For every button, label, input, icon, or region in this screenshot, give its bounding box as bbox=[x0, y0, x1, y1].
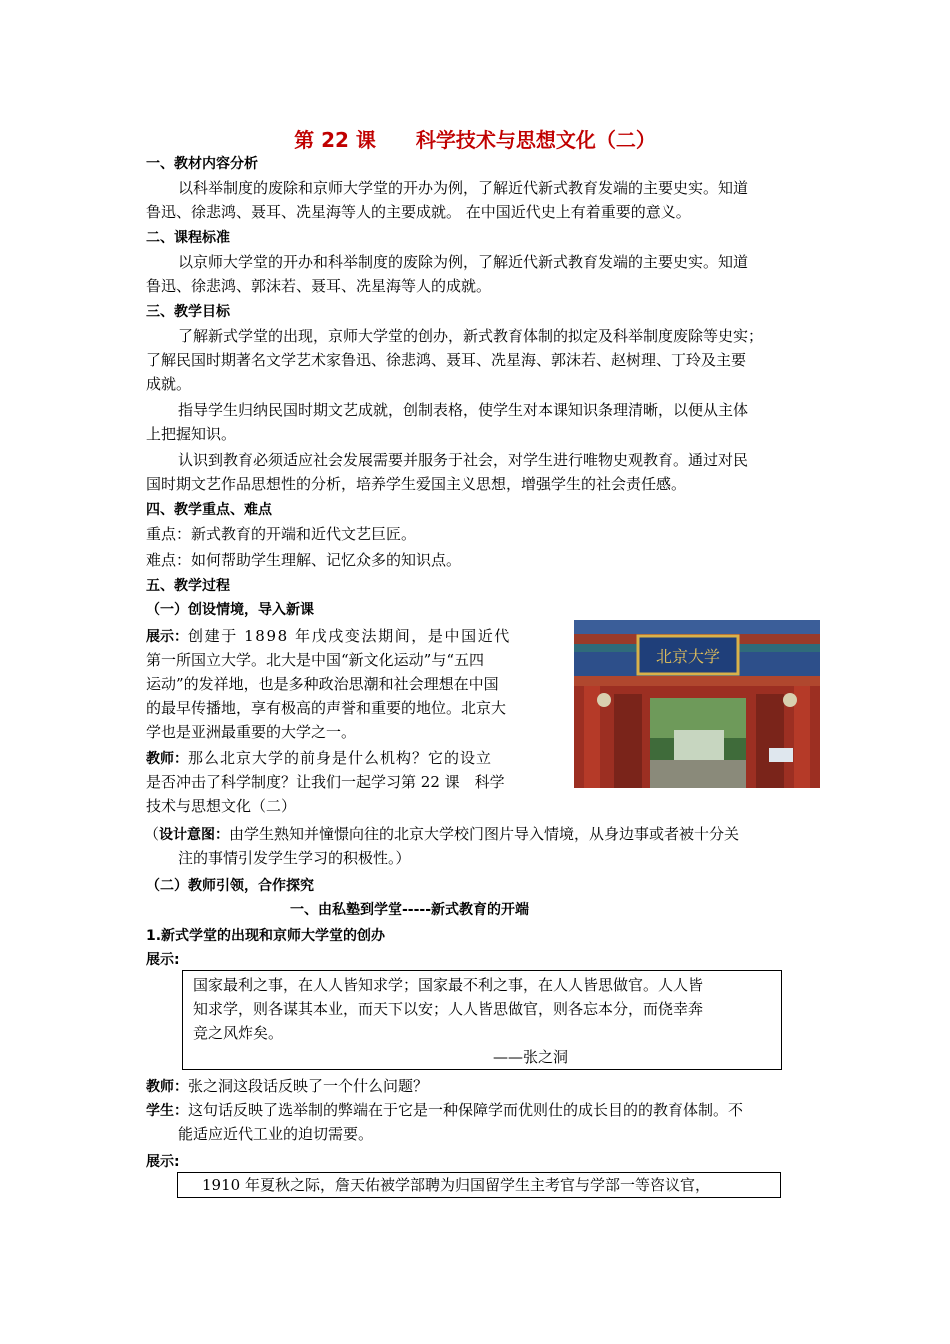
design-intent-line: 注的事情引发学生学习的积极性。） bbox=[178, 849, 411, 867]
show-paragraph-line: 运动”的发祥地，也是多种政治思潮和社会理想在中国 bbox=[146, 675, 499, 693]
teacher-paragraph-line: 技术与思想文化（二） bbox=[146, 797, 297, 815]
section-heading-key-points: 四、教学重点、难点 bbox=[146, 502, 272, 518]
subheading-intro: （一）创设情境，导入新课 bbox=[146, 602, 314, 618]
design-label: 设计意图： bbox=[159, 827, 230, 843]
section-heading-goals: 三、教学目标 bbox=[146, 304, 230, 320]
peking-university-gate-photo bbox=[574, 620, 820, 788]
quote-author: ——张之洞 bbox=[493, 1048, 569, 1066]
student-answer-line: 能适应近代工业的迫切需要。 bbox=[178, 1125, 374, 1143]
plaque-text: 北京大学 bbox=[655, 647, 721, 666]
quote-line: 国家最利之事，在人人皆知求学；国家最不利之事，在人人皆思做官。人人皆 bbox=[193, 976, 704, 994]
teacher-question: 张之洞这段话反映了一个什么问题？ bbox=[188, 1077, 429, 1095]
paragraph-line: 鲁迅、徐悲鸿、聂耳、冼星海等人的主要成就。 在中国近代史上有着重要的意义。 bbox=[146, 203, 691, 221]
paragraph-line: 指导学生归纳民国时期文艺成就，创制表格，使学生对本课知识条理清晰，以便从主体 bbox=[178, 401, 749, 419]
teacher-text: 那么北京大学的前身是什么机构？它的设立 bbox=[188, 749, 493, 767]
difficulty-line: 难点：如何帮助学生理解、记忆众多的知识点。 bbox=[146, 551, 462, 569]
design-paren: （ bbox=[144, 825, 160, 843]
paragraph-line: 认识到教育必须适应社会发展需要并服务于社会，对学生进行唯物史观教育。通过对民 bbox=[178, 451, 749, 469]
design-text: 由学生熟知并憧憬向往的北京大学校门图片导入情境，从身边事或者被十分关 bbox=[229, 825, 740, 843]
section-heading-analysis: 一、教材内容分析 bbox=[146, 156, 258, 172]
show-label-3: 展示: bbox=[146, 1154, 180, 1170]
quote-line: 竞之风炸矣。 bbox=[193, 1024, 284, 1042]
teacher-question-line bbox=[146, 1074, 428, 1099]
student-answer-line bbox=[146, 1098, 743, 1123]
section-heading-standard: 二、课程标准 bbox=[146, 230, 230, 246]
page-title: 第 22 课 科学技术与思想文化（二） bbox=[294, 128, 656, 152]
teacher-paragraph-line bbox=[146, 746, 492, 771]
show-text: 创建于 1898 年戊戌变法期间，是中国近代 bbox=[188, 627, 511, 645]
paragraph-line: 上把握知识。 bbox=[146, 425, 237, 443]
paragraph-line: 以京师大学堂的开办和科举制度的废除为例，了解近代新式教育发端的主要史实。知道 bbox=[178, 253, 749, 271]
student-answer: 这句话反映了选举制的弊端在于它是一种保障学而优则仕的成长目的的教育体制。不 bbox=[188, 1101, 744, 1119]
paragraph-line: 国时期文艺作品思想性的分析，培养学生爱国主义思想，增强学生的社会责任感。 bbox=[146, 475, 687, 493]
unit-heading: 一、由私塾到学堂-----新式教育的开端 bbox=[290, 902, 530, 918]
quote-box-2 bbox=[177, 1172, 781, 1198]
teacher-label: 教师： bbox=[146, 751, 188, 767]
teacher-label: 教师： bbox=[146, 1079, 188, 1095]
subheading-explore: （二）教师引领，合作探究 bbox=[146, 878, 314, 894]
paragraph-line: 了解新式学堂的出现，京师大学堂的创办，新式教育体制的拟定及科举制度废除等史实； bbox=[178, 327, 764, 345]
key-point-line: 重点：新式教育的开端和近代文艺巨匠。 bbox=[146, 525, 417, 543]
show-paragraph-line: 学也是亚洲最重要的大学之一。 bbox=[146, 723, 357, 741]
teacher-paragraph-line: 是否冲击了科学制度？让我们一起学习第 22 课 科学 bbox=[146, 773, 505, 791]
quote-line: 1910 年夏秋之际，詹天佑被学部聘为归国留学生主考官与学部一等咨议官， bbox=[202, 1176, 710, 1194]
show-paragraph-line bbox=[146, 624, 511, 649]
paragraph-line: 成就。 bbox=[146, 375, 192, 393]
quote-box bbox=[182, 970, 782, 1070]
design-intent-line bbox=[144, 822, 739, 847]
show-label: 展示： bbox=[146, 629, 188, 645]
section-heading-process: 五、教学过程 bbox=[146, 578, 230, 594]
show-paragraph-line: 第一所国立大学。北大是中国“新文化运动”与“五四 bbox=[146, 651, 485, 669]
paragraph-line: 了解民国时期著名文学艺术家鲁迅、徐悲鸿、聂耳、冼星海、郭沫若、赵树理、丁玲及主要 bbox=[146, 351, 747, 369]
show-label-2: 展示: bbox=[146, 952, 180, 968]
paragraph-line: 鲁迅、徐悲鸿、郭沫若、聂耳、冼星海等人的成就。 bbox=[146, 277, 492, 295]
gate-illustration bbox=[574, 620, 820, 788]
quote-line: 知求学，则各谋其本业，而天下以安；人人皆思做官，则各忘本分，而侥幸奔 bbox=[193, 1000, 704, 1018]
student-label: 学生： bbox=[146, 1103, 188, 1119]
paragraph-line: 以科举制度的废除和京师大学堂的开办为例，了解近代新式教育发端的主要史实。知道 bbox=[178, 179, 749, 197]
show-paragraph-line: 的最早传播地，享有极高的声誉和重要的地位。北京大 bbox=[146, 699, 507, 717]
item-heading: 1.新式学堂的出现和京师大学堂的创办 bbox=[146, 928, 386, 944]
